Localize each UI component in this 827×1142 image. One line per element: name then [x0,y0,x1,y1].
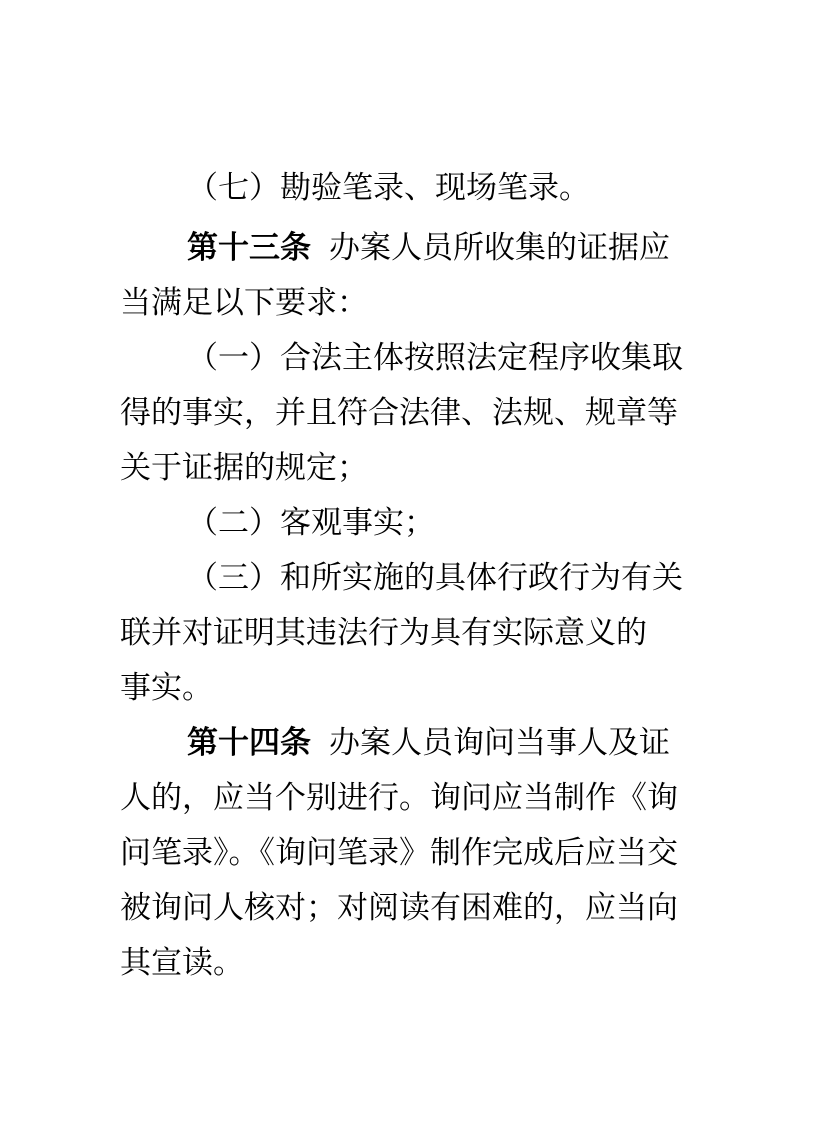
article-13-item-2 [187,501,787,545]
article-13-item-1-line-3 [120,446,720,490]
article-14-title: 第十四条 [187,725,311,761]
article-13-item-1-text-1: （一）合法主体按照法定程序收集取 [187,340,683,376]
article-13-line-2 [120,281,720,325]
article-13-item-3-text-3: 事实。 [120,670,213,706]
article-13-title: 第十三条 [187,230,311,266]
article-13-item-2-text: （二）客观事实； [187,505,435,541]
article-13-item-3-line-3 [120,666,720,710]
article-14-line-1 [187,721,787,765]
article-14-text-2: 人的，应当个别进行。询问应当制作《询 [120,780,678,816]
article-13-line-1 [187,226,787,270]
article-13-item-3-line-2 [120,611,720,655]
paragraph-item-7 [187,166,787,210]
article-14-line-2 [120,776,720,820]
article-14-text-1: 办案人员询问当事人及证 [329,725,670,761]
article-13-text-1: 办案人员所收集的证据应 [329,230,670,266]
article-13-item-3-text-2: 联并对证明其违法行为具有实际意义的 [120,615,647,651]
article-14-line-5 [120,941,720,985]
article-13-item-1-text-3: 关于证据的规定； [120,450,368,486]
article-13-item-1-text-2: 得的事实，并且符合法律、法规、规章等 [120,395,678,431]
article-14-line-3 [120,831,720,875]
article-13-item-1-line-1 [187,336,787,380]
article-14-text-4: 被询问人核对；对阅读有困难的，应当向 [120,890,678,926]
article-13-item-3-line-1 [187,556,787,600]
article-14-line-4 [120,886,720,930]
article-13-item-3-text-1: （三）和所实施的具体行政行为有关 [187,560,683,596]
article-14-text-5: 其宣读。 [120,945,244,981]
item-7-text: （七）勘验笔录、现场笔录。 [187,170,590,206]
article-13-item-1-line-2 [120,391,720,435]
article-13-text-2: 当满足以下要求： [120,285,368,321]
article-14-text-3: 问笔录》。《询问笔录》制作完成后应当交 [120,835,678,871]
